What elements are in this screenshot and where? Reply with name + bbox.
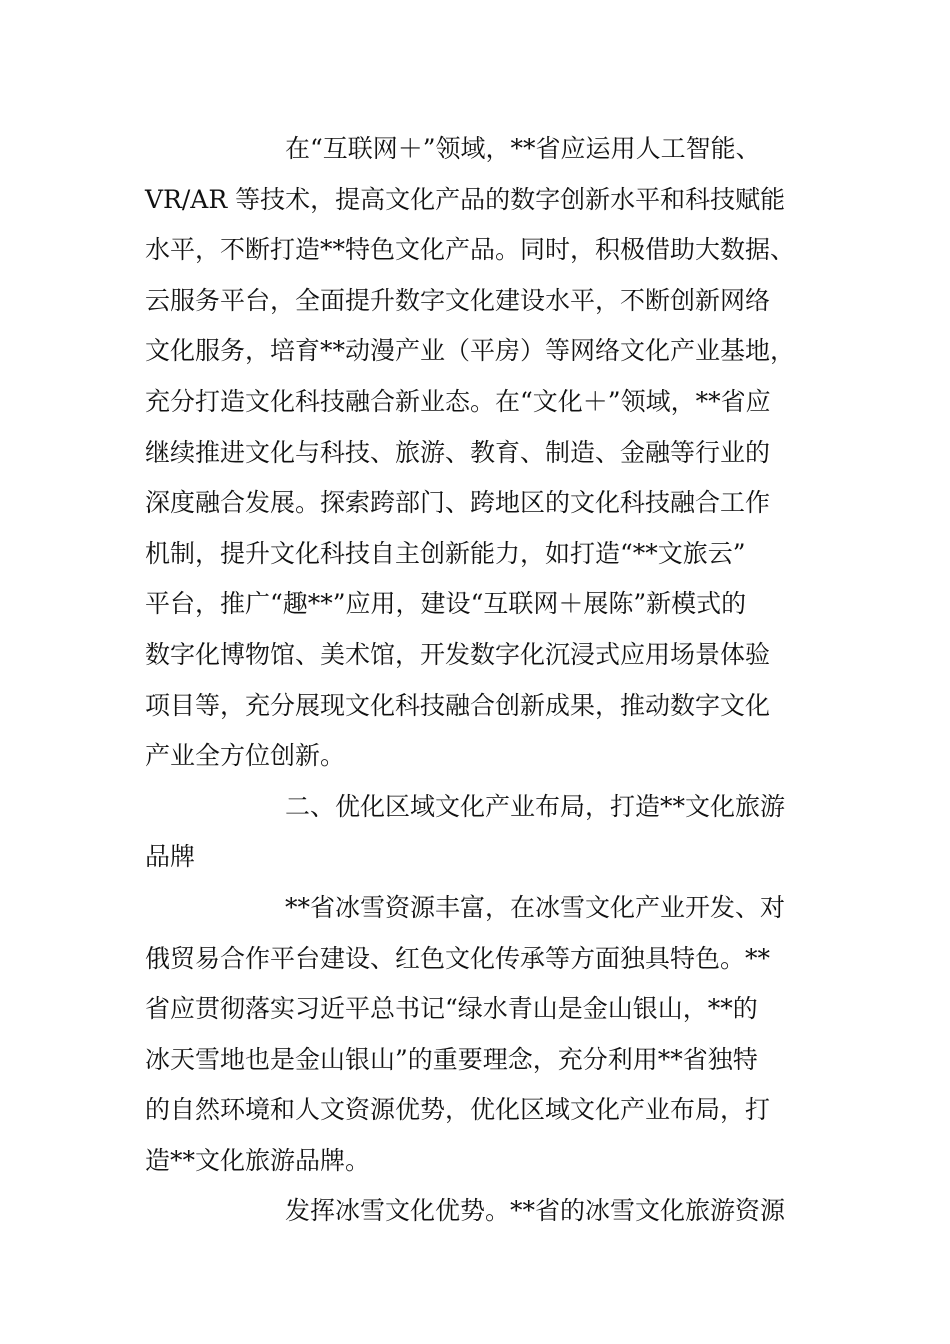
- text-line: 俄贸易合作平台建设、红色文化传承等方面独具特色。**: [145, 943, 771, 973]
- text-line: 机制，提升文化科技自主创新能力，如打造“**文旅云”: [145, 538, 746, 568]
- paragraph: [145, 124, 845, 782]
- text-line: 继续推进文化与科技、旅游、教育、制造、金融等行业的: [145, 437, 771, 467]
- text-line: 项目等，充分展现文化科技融合创新成果，推动数字文化: [145, 690, 771, 720]
- text-line: 充分打造文化科技融合新业态。在“文化＋”领域，**省应: [145, 386, 771, 416]
- paragraph: [145, 1186, 845, 1237]
- text-line: **省冰雪资源丰富，在冰雪文化产业开发、对: [285, 892, 786, 922]
- text-line: 造**文化旅游品牌。: [145, 1145, 371, 1175]
- text-line: 平台，推广“趣**”应用，建设“互联网＋展陈”新模式的: [145, 589, 747, 619]
- heading-line: 品牌: [145, 842, 196, 872]
- heading-line: 二、优化区域文化产业布局，打造**文化旅游: [285, 791, 786, 821]
- document-body: [145, 124, 845, 1237]
- text-line: 云服务平台，全面提升数字文化建设水平，不断创新网络: [145, 285, 771, 315]
- text-line: 冰天雪地也是金山银山”的重要理念，充分利用**省独特: [145, 1044, 758, 1074]
- text-line: 省应贯彻落实习近平总书记“绿水青山是金山银山，**的: [145, 994, 758, 1024]
- text-line: VR/AR 等技术，提高文化产品的数字创新水平和科技赋能: [145, 184, 786, 214]
- text-line: 水平，不断打造**特色文化产品。同时，积极借助大数据、: [145, 235, 796, 265]
- text-line: 产业全方位创新。: [145, 741, 346, 771]
- text-line: 发挥冰雪文化优势。**省的冰雪文化旅游资源: [285, 1196, 786, 1226]
- text-line: 数字化博物馆、美术馆，开发数字化沉浸式应用场景体验: [145, 639, 771, 669]
- text-line: 深度融合发展。探索跨部门、跨地区的文化科技融合工作: [145, 488, 771, 518]
- paragraph: [145, 883, 845, 1187]
- text-line: 在“互联网＋”领域，**省应运用人工智能、: [285, 134, 761, 163]
- section-heading: [145, 782, 845, 883]
- text-line: 文化服务，培育**动漫产业（平房）等网络文化产业基地，: [145, 336, 796, 366]
- text-line: 的自然环境和人文资源优势，优化区域文化产业布局，打: [145, 1095, 771, 1125]
